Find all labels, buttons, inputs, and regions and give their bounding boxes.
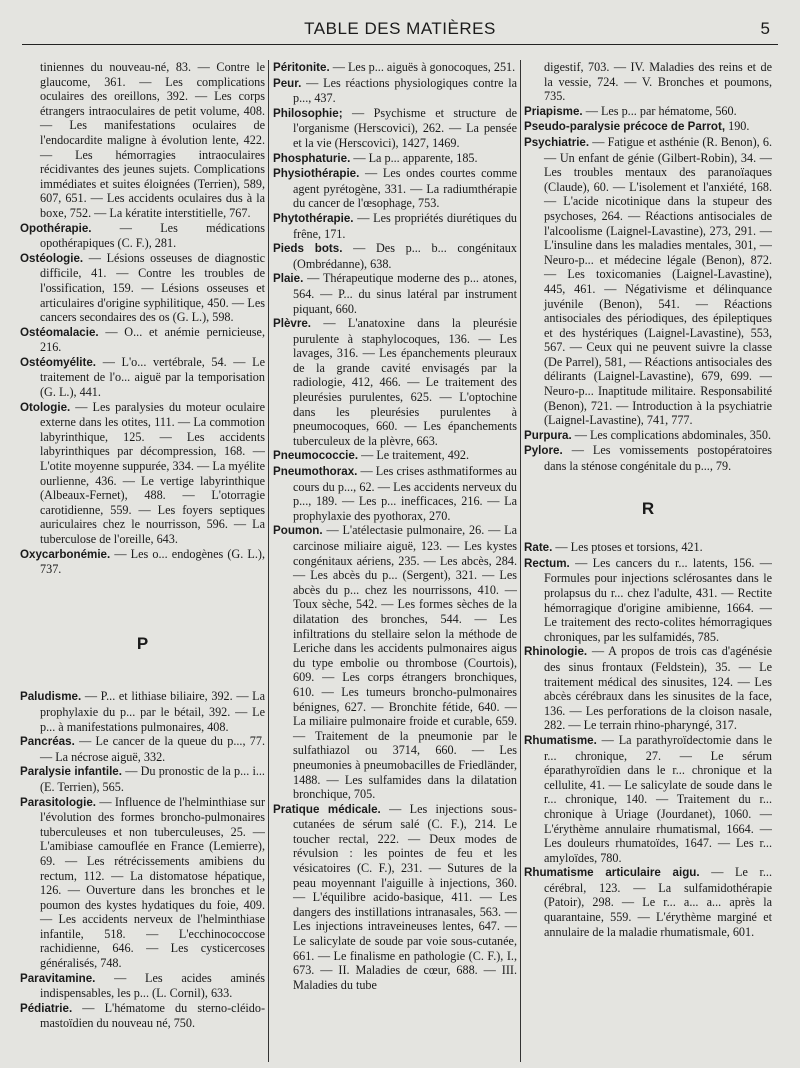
index-entry [273,316,517,448]
index-entry [273,802,517,993]
index-entry [20,971,265,1001]
entry-list [273,60,517,992]
entry-keyword: Pseudo-paralysie précoce de Parrot, [524,120,726,134]
index-entry [20,221,265,251]
entry-text: — A propos de trois cas d'agénésie des sinus frontaux (Feldstein), 35. — Le traitement médical des sinusites, 124. — Les abcès cérébraux dans les sinusites de la face, 136. — Les perforations de la cloison nasale, 282. — Le terrain rhino-pharyngé, 317. [544,644,772,733]
entry-keyword: Pancréas. [20,735,75,749]
entry-keyword: Rectum. [524,556,570,570]
entry-keyword: Phosphaturie. [273,151,351,165]
index-entry [20,400,265,547]
entry-keyword: Ostéomyélite. [20,355,97,369]
index-entry [524,644,772,733]
entry-text: — Les p... aiguës à gonocoques, 251. [332,60,516,74]
column-divider [520,60,521,1062]
entry-text: — Les p... par hématome, 560. [585,103,737,118]
entry-keyword: Pédiatrie. [20,1001,73,1015]
entry-keyword: Plèvre. [273,317,312,331]
index-column-2 [273,60,517,1060]
entry-text: — Les ptoses et torsions, 421. [555,540,703,555]
entry-keyword: Priapisme. [524,104,583,118]
index-entry [273,464,517,523]
section-letter-r: R [641,498,655,518]
entry-text: 190. [728,119,750,134]
entry-text: — L'atélectasie pulmonaire, 26. — La carcinose miliaire aiguë, 123. — Les kystes congénitaux aériens, 235. — Les abcès, 284. — Les abcès du p... (Sergent), 321. — Les abcès du p... chez les nourrissons, 410. — Toux sèche, 542. — Les formes sèches de la dilatation des bronches, 544. — Les infiltrations du stellaire selon la méthode de Leriche dans les accidents pulmonaires aigus du type embolie ou thrombose (Courtois), 609. — Les corps étrangers bronchiques, 610. — Les tumeurs broncho-pulmonaires bénignes, 627. — Bronchite fétide, 640. — La miliaire pulmonaire froide et curable, 659. — Traitement de la pneumonie par le sulfathiazol ou 3714, 660. — Les pneumonies à pneumobacilles de Friedländer, 1488. — Les sulfamides dans la dilatation bronchique, 705. [293,523,517,802]
index-entry [524,556,772,645]
entry-text: — Les cancers du r... latents, 156. — Formules pour injections sclérosantes dans le prolapsus du r... chez l'adulte, 431. — Rectite hémorragique d'origine amibienne, 1664. — Le traitement des recto-colites hémorragiques chroniques, par les sulfamidés, 785. [544,555,772,644]
entry-text: — La p... apparente, 185. [353,150,478,165]
index-entry [20,764,265,794]
index-entry [20,355,265,400]
entry-text: — Les propriétés diurétiques du frêne, 171. [293,210,517,241]
entry-list [524,540,772,939]
index-entry [273,271,517,316]
entry-keyword: Rhumatisme articulaire aigu. [524,866,700,880]
index-entry [20,734,265,764]
index-entry [273,151,517,167]
entry-keyword: Pylore. [524,444,563,458]
entry-list [20,689,265,1031]
entry-text: — Les o... endogènes (G. L.), 737. [40,546,265,577]
entry-text: — Les injections sous-cutanées de sérum salé (C. F.), 214. Le toucher rectal, 222. — Deux modes de révulsion : les pointes de feu et les vésicatoires (C. F.), 231. — Sutures de la peau moyennant l'aiguille à injections, 360. — L'équilibre acido-basique, 411. — Les dangers des instillations intranasales, 563. — Les injections intraveineuses lentes, 647. — Le salicylate de soude par voie sous-cutanée, 661. — Le finalisme en pathologie (C. F.), I., 673. — II. Maladies de cœur, 688. — III. Maladies du tube [293,801,517,992]
index-entry [273,60,517,76]
entry-continuation: digestif, 703. — IV. Maladies des reins et de la vessie, 724. — V. Bronches et poumons, 735. [544,60,772,104]
index-entry [20,795,265,971]
entry-text: — Du pronostic de la p... i... (E. Terrien), 565. [40,764,265,794]
entry-text: — O... et anémie pernicieuse, 216. [40,324,265,355]
index-entry [273,211,517,241]
index-entry [20,547,265,577]
entry-keyword: Otologie. [20,400,71,414]
entry-text: — Le traitement, 492. [361,448,470,463]
entry-keyword: Psychiatrie. [524,135,590,149]
entry-keyword: Paludisme. [20,690,82,704]
entry-text: — Les crises asthmatiformes au cours du p..., 62. — Les accidents nerveux du p..., 189. — Les p... inefficaces, 216. — La prophylaxie des pyothorax, 270. [293,464,517,523]
index-entry [524,135,772,428]
entry-text: — Les ondes courtes comme agent pyrétogène, 331. — La radiumthérapie du cancer de l'œsophage, 753. [293,166,517,211]
entry-keyword: Ostéologie. [20,251,84,265]
index-entry [20,689,265,734]
entry-keyword: Poumon. [273,524,323,538]
entry-text: — Les acides aminés indispensables, les p... (L. Cornil), 633. [40,970,265,1001]
index-entry [524,865,772,939]
entry-text: — Les médications opothérapiques (C. F.), 281. [40,220,265,251]
entry-text: — Influence de l'helminthiase sur l'évolution des formes broncho-pulmonaires tuberculeuses et non tuberculeuses, 25. — L'amibiase camouflée en France (Lemierre), 69. — Les rétrécissements amibiens du rectum, 112. — La distomatose hépatique, 126. — Ouverture dans les bronches et le poumon des kystes hydatiques du foie, 409. — Les accidents nerveux de l'helminthiase infantile, 518. — L'ecchinococcose rachidienne, 646. — Les cysticercoses généralisés, 748. [40,794,265,971]
index-entry [20,1001,265,1031]
entry-keyword: Rhumatisme. [524,733,597,747]
index-entry [273,166,517,211]
entry-keyword: Pneumothorax. [273,465,358,479]
entry-continuation: tiniennes du nouveau-né, 83. — Contre le glaucome, 361. — Les complications oculaires des oreillons, 392. — Les corps étrangers intraoculaires de petit volume, 408. — Les manifestations oculaires de l'endocardite maligne à évolution lente, 422. — Les hémorragies intraoculaires récidivantes des jeunes sujets. Complications immédiates et suites éloignées (Terrien), 589, 607, 651. — Les accidents oculaires dus à la boxe, 752. — La kératite interstitielle, 767. [40,60,265,220]
page-number: 5 [760,19,770,38]
entry-keyword: Rate. [524,541,553,555]
index-entry [273,448,517,464]
entry-text: — Les vomissements postopératoires dans la sténose congénitale du p..., 79. [544,443,772,474]
entry-keyword: Oxycarbonémie. [20,547,111,561]
entry-text: — Le r... cérébral, 123. — La sulfamidothérapie (Patoir), 298. — Le r... a... a... après la quarantaine, 559. — L'érythème marginé et annulaire de la maladie rhumatismale, 601. [544,865,772,939]
index-column-1 [20,60,265,1060]
index-entry [524,119,772,135]
entry-keyword: Pratique médicale. [273,802,381,816]
entry-keyword: Pneumococcie. [273,449,359,463]
index-entry [20,325,265,355]
index-entry [524,733,772,865]
entry-text: — L'anatoxine dans la pleurésie purulente à staphylocoques, 136. — Les lavages, 316. — Les épanchements pleuraux de la grande cavité envisagés par la radiologie, 412, 466. — Le traitement des pleurésies purulentes, 625. — L'optochine dans les pleurésies purulentes à pneumocoques, 660. — Les épanchements tuberculeux de la plèvre, 663. [293,316,517,448]
entry-keyword: Opothérapie. [20,221,92,235]
index-entry [20,251,265,325]
index-entry [524,540,772,556]
entry-keyword: Rhinologie. [524,645,588,659]
entry-keyword: Phytothérapie. [273,211,354,225]
entry-list [20,221,265,577]
entry-keyword: Purpura. [524,428,572,442]
index-entry [273,523,517,801]
entry-text: — Les complications abdominales, 350. [574,427,772,442]
entry-text: — Lésions osseuses de diagnostic difficile, 41. — Contre les troubles de l'ossification, 159. — Lésions osseuses et articulaires d'origine syphilitique, 450. — Les cancers secondaires des os (G. L.), 598. [40,250,265,325]
entry-text: — P... et lithiase biliaire, 392. — La prophylaxie du p... par le bétail, 392. — Le p... à manifestations pulmonaires, 408. [40,689,265,734]
index-entry [524,443,772,473]
section-letter-p: P [136,633,149,653]
entry-text: — L'o... vertébrale, 54. — Le traitement de l'o... aiguë par la temporisation (G. L.), 441. [40,354,265,400]
page-header [22,14,778,45]
entry-keyword: Philosophie; [273,106,343,120]
entry-text: — Les réactions physiologiques contre la p..., 437. [293,75,517,106]
index-entry [273,76,517,106]
index-entry [524,104,772,120]
index-entry [273,241,517,271]
entry-list [524,104,772,474]
index-column-3 [524,60,772,1060]
entry-text: — La parathyroïdectomie dans le r... chronique, 27. — Le sérum éparathyroïdien dans le r... chronique et la cellulite, 41. — Le salicylate de soude dans le r... chronique, 140. — Traitement du r... chronique à Uriage (Jourdanet), 1060. — L'érythème annulaire rhumatismal, 1664. — Les douleurs rhumatoïdes, 1647. — Les r... amyloïdes, 780. [544,732,772,865]
index-entry [273,106,517,151]
entry-keyword: Ostéomalacie. [20,325,99,339]
entry-text: — Des p... b... congénitaux (Ombrédanne), 638. [293,241,517,271]
page-title: TABLE DES MATIÈRES [304,19,496,38]
entry-text: — Le cancer de la queue du p..., 77. — La nécrose aiguë, 332. [40,734,265,764]
entry-text: — Thérapeutique moderne des p... atones, 564. — P... du sinus latéral par instrument piquant, 660. [293,271,517,316]
column-divider [268,60,269,1062]
entry-keyword: Physiothérapie. [273,167,360,181]
entry-keyword: Péritonite. [273,61,330,74]
entry-text: — Les paralysies du moteur oculaire externe dans les otites, 111. — La commotion labyrinthique, 125. — Les accidents labyrinthiques par décompression, 168. — L'otite moyenne suppurée, 334. — La myélite ourlienne, 436. — Le vertige labyrinthique (Albeaux-Fernet), 488. — L'otorragie carotidienne, 559. — Les foyers septiques auriculaires chez le nourrisson, 596. — La tuberculose de l'oreille, 643. [40,399,265,546]
entry-text: — Fatigue et asthénie (R. Benon), 6. — Un enfant de génie (Gilbert-Robin), 34. — Les troubles mentaux des paranoïaques (Claude), 60. — L'isolement et l'anxiété, 168. — L'acide nicotinique dans la stupeur des psychoses, 264. — Réactions antisociales de l'alcoolisme (Laignel-Lavastine), 273, 291. — L'insuline dans les maladies mentales, 301, — Neuro-p... et médecine légale (Benon), 872. — Les toxicomanies (Laignel-Lavastine), 445, 461. — Négativisme et délinquance juvénile (Benon), 541. — Réactions antisociales des périodiques, des épileptiques et des hystériques (Laignel-Lavastine), 553, 567. — Ceux qui ne peuvent suivre la classe (De Parrel), 581, — Réactions antisociales des délirants (Laignel-Lavastine), 679, 699. — Neuro-p... Inaptitude militaire. Responsabilité (Benon), 721. — Introduction à la psychiatrie (Laignel-Lavastine), 741, 777. [544,134,772,428]
entry-keyword: Peur. [273,76,302,90]
entry-keyword: Paralysie infantile. [20,765,122,779]
entry-keyword: Plaie. [273,272,304,286]
entry-keyword: Parasitologie. [20,795,97,809]
entry-keyword: Paravitamine. [20,971,96,985]
entry-text: — L'hématome du sterno-cléido-mastoïdien du nouveau né, 750. [40,1000,265,1031]
index-entry [524,428,772,444]
entry-text: — Psychisme et structure de l'organisme (Herscovici), 262. — La pensée et la vie (Herscovici), 1427, 1469. [293,105,517,150]
entry-keyword: Pieds bots. [273,242,343,256]
